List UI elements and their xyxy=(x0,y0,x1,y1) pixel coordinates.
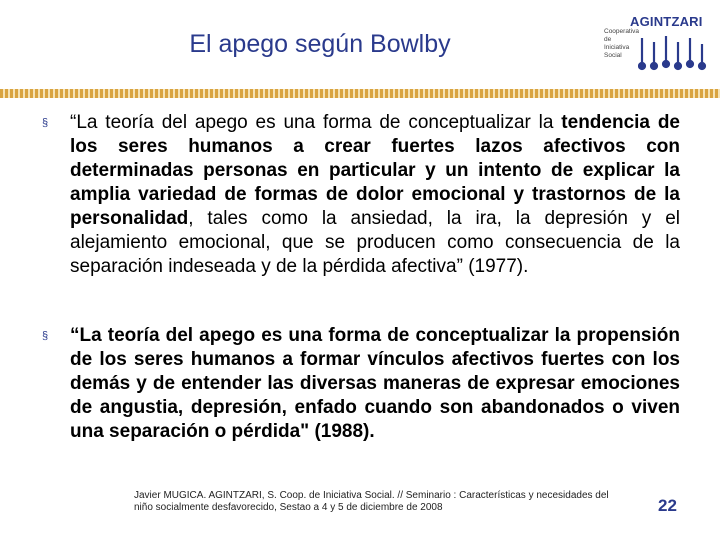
bullet-marker: § xyxy=(42,330,49,342)
quote-1977-emphasis: tendencia de los seres humanos a crear fuertes lazos afectivos con determinadas personas en particular y un intento de explicar la amplia variedad de formas de dolor emocional y trastornos de la personalidad xyxy=(70,112,680,229)
quote-1977-start: “La teoría del apego es una forma de conceptualizar la xyxy=(70,112,562,133)
footer-credit: Javier MUGICA. AGINTZARI, S. Coop. de Iniciativa Social. // Seminario : Características y necesidades del niño socialmente desfavorecido, Sestao a 4 y 5 de diciembre de 2008 xyxy=(134,490,609,513)
title-divider xyxy=(0,89,720,98)
agintzari-logo xyxy=(604,10,716,80)
quote-1988: “La teoría del apego es una forma de conceptualizar la propensión de los seres humanos a formar vínculos afectivos fuertes con los demás y de entender las diversas maneras de expresar emociones de angustia, depresión, enfado cuando son abandonados o viven una separación o pérdida" (1988). xyxy=(70,325,680,442)
logo-figures-icon xyxy=(638,32,714,72)
logo-name: AGINTZARI xyxy=(630,14,703,29)
page-number: 22 xyxy=(658,496,677,515)
bullet-marker: § xyxy=(42,117,49,129)
quote-1977 xyxy=(70,111,680,279)
slide-title: El apego según Bowlby xyxy=(189,30,451,58)
quote-1977-end: , tales como la ansiedad, la ira, la depresión y el alejamiento emocional, que se producen como consecuencia de la separación indeseada y de la pérdida afectiva” (1977). xyxy=(70,208,680,277)
logo-subtitle: Cooperativa de Iniciativa Social xyxy=(604,28,640,59)
